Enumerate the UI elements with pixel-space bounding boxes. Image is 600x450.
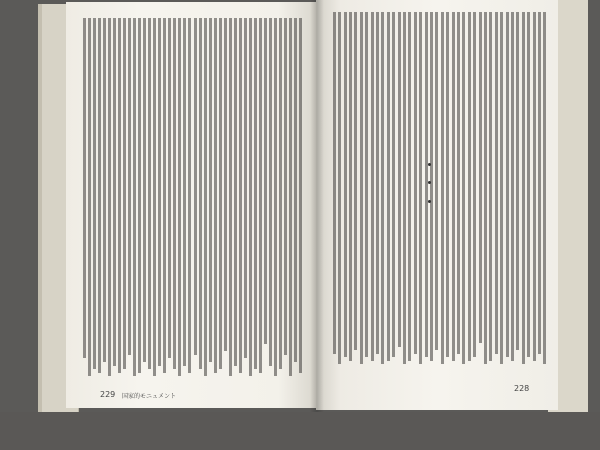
text-column-line: [143, 18, 146, 362]
text-column-line: [462, 12, 465, 364]
text-column-line: [527, 12, 530, 357]
open-book-spread: [66, 0, 558, 412]
text-column-line: [430, 12, 433, 361]
text-column-line: [414, 12, 417, 354]
right-page-text-columns: [330, 12, 546, 368]
text-column-line: [289, 18, 292, 376]
text-column-line: [495, 12, 498, 354]
text-column-line: [338, 12, 341, 364]
text-column-line: [183, 18, 186, 366]
text-column-line: [294, 18, 297, 362]
text-column-line: [299, 18, 302, 373]
text-column-line: [376, 12, 379, 354]
text-column-line: [489, 12, 492, 361]
text-column-line: [194, 18, 197, 355]
text-column-line: [506, 12, 509, 357]
text-column-line: [83, 18, 86, 358]
text-column-line: [533, 12, 536, 361]
text-column-line: [259, 18, 262, 373]
text-column-line: [479, 12, 482, 343]
text-column-line: [163, 18, 166, 373]
text-column-line: [224, 18, 227, 351]
text-column-line: [113, 18, 116, 366]
text-column-line: [365, 12, 368, 357]
text-column-line: [239, 18, 242, 373]
text-column-line: [333, 12, 336, 354]
text-column-line: [229, 18, 232, 376]
text-column-line: [435, 12, 438, 350]
text-column-line: [209, 18, 212, 362]
text-column-line: [118, 18, 121, 373]
text-column-line: [516, 12, 519, 350]
text-column-line: [254, 18, 257, 369]
text-column-line: [344, 12, 347, 357]
text-column-line: [168, 18, 171, 358]
table-surface: [0, 412, 600, 450]
text-column-line: [244, 18, 247, 358]
text-column-line: [123, 18, 126, 369]
text-column-line: [387, 12, 390, 361]
left-running-head: 国家的モニュメント: [122, 393, 177, 400]
text-column-line: [484, 12, 487, 364]
text-column-line: [371, 12, 374, 361]
left-page-text-columns: [80, 18, 302, 380]
text-column-line: [128, 18, 131, 355]
text-column-line: [219, 18, 222, 369]
text-column-line: [408, 12, 411, 361]
text-column-line: [522, 12, 525, 364]
text-column-line: [188, 18, 191, 373]
text-column-line: [381, 12, 384, 364]
text-column-line: [133, 18, 136, 376]
text-column-line: [108, 18, 111, 376]
text-column-line: [199, 18, 202, 369]
text-column-line: [543, 12, 546, 364]
text-column-line: [103, 18, 106, 362]
text-column-line: [98, 18, 101, 373]
list-bullet: [428, 181, 431, 184]
list-bullet: [428, 200, 431, 203]
text-column-line: [425, 12, 428, 357]
text-column-line: [398, 12, 401, 347]
text-column-line: [158, 18, 161, 366]
text-column-line: [138, 18, 141, 373]
text-column-line: [148, 18, 151, 369]
text-column-line: [234, 18, 237, 366]
text-column-line: [88, 18, 91, 376]
text-column-line: [360, 12, 363, 364]
text-column-line: [446, 12, 449, 357]
right-page: [316, 0, 558, 410]
text-column-line: [274, 18, 277, 376]
text-column-line: [473, 12, 476, 357]
text-column-line: [441, 12, 444, 364]
book-gutter: [310, 0, 324, 412]
text-column-line: [511, 12, 514, 361]
text-column-line: [419, 12, 422, 364]
left-page-number: 229: [100, 390, 116, 399]
text-column-line: [204, 18, 207, 376]
text-column-line: [452, 12, 455, 361]
left-page: [66, 2, 316, 408]
list-bullet: [428, 163, 431, 166]
text-column-line: [500, 12, 503, 364]
text-column-line: [249, 18, 252, 376]
text-column-line: [214, 18, 217, 373]
text-column-line: [457, 12, 460, 354]
text-column-line: [354, 12, 357, 350]
text-column-line: [173, 18, 176, 369]
text-column-line: [284, 18, 287, 355]
text-column-line: [538, 12, 541, 354]
text-column-line: [392, 12, 395, 357]
text-column-line: [349, 12, 352, 361]
right-page-number: 228: [514, 384, 530, 393]
text-column-line: [279, 18, 282, 369]
text-column-line: [93, 18, 96, 369]
text-column-line: [153, 18, 156, 376]
text-column-line: [468, 12, 471, 361]
text-column-line: [264, 18, 267, 344]
book-cover-edge: [38, 4, 42, 444]
text-column-line: [178, 18, 181, 376]
text-column-line: [403, 12, 406, 364]
text-column-line: [269, 18, 272, 366]
